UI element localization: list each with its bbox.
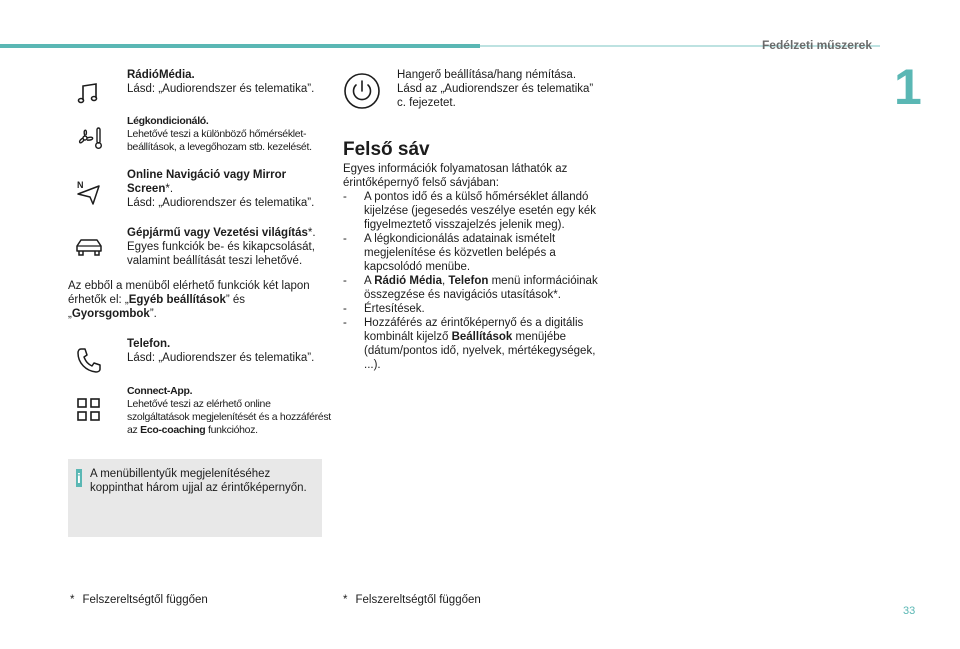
power-button-icon [343,72,381,110]
section-heading: Felső sáv [343,139,430,160]
climate-control-icon [74,123,104,153]
list-item: - A Rádió Média, Telefon menü információinak összegzése és navigációs utasítások*. [343,275,598,301]
list-item: - A légkondicionálás adatainak ismételt megjelenítése és közvetlen belépés a kapcsolódó menübe. [343,233,556,273]
footnote-left: * Felszereltségtől függően [70,594,208,606]
top-bar-description [343,162,608,372]
item-text: Egyes funkciók be- és kikapcsolását, valamint beállítását teszi lehetővé. [127,241,315,267]
item-title: Gépjármű vagy Vezetési világítás [127,227,308,239]
footnote-star: * [307,227,313,239]
power-item-text: Hangerő beállítása/hang némítása. Lásd az „Audiorendszer és telematika” c. fejezetet. [397,69,594,109]
item-title: Telefon. [127,338,171,350]
header-accent-bar [0,44,480,48]
apps-grid-icon [74,395,104,425]
music-note-icon [74,78,104,108]
section-title: Fedélzeti műszerek [761,38,872,52]
list-item: - Hozzáférés az érintőképernyő és a digitális kombinált kijelző Beállítások menüjébe (dátum/pontos idő, nyelvek, mértékegységek, ...). [343,317,596,371]
list-item: - A pontos idő és a külső hőmérséklet állandó kijelzése (jegesedés veszélye esetén egy kék figyelmeztető visszajelzés jelenik meg). [343,191,597,231]
phone-icon [74,345,104,375]
item-title: RádióMédia. [127,69,195,81]
menu-tabs-paragraph: Az ebből a menüből elérhető funkciók két lapon érhetők el: „Egyéb beállítások” és „Gyorsgombok”. [68,280,310,320]
info-icon: i [77,470,81,486]
info-note-text: A menübillentyűk megjelenítéséhez koppinthat három ujjal az érintőképernyőn. [90,468,307,494]
top-bar-list [343,190,608,372]
item-text: Lásd: „Audiorendszer és telematika”. [127,197,315,209]
svg-text:N: N [77,180,84,190]
item-text: Lásd: „Audiorendszer és telematika”. [127,352,315,364]
footnote-star: * [165,183,170,195]
list-item: - Értesítések. [343,303,425,315]
top-bar-intro: Egyes információk folyamatosan láthatók az érintőképernyő felső sávjában: [343,163,568,189]
tab-quick-buttons: Gyorsgombok [71,308,150,320]
tab-other-settings: Egyéb beállítások [128,294,226,306]
item-title: Légkondicionáló. [127,115,209,127]
navigation-arrow-icon [74,177,104,207]
eco-coaching-label: Eco-coaching [140,424,206,436]
page-number: 33 [903,605,916,617]
item-title: Online Navigáció vagy Mirror Screen [127,169,287,195]
item-text: Lehetővé teszi a különböző hőmérséklet-beállítások, a levegőhozam stb. kezelését. [127,128,312,153]
item-text: Lásd: „Audiorendszer és telematika”. [127,83,315,95]
info-note-box [68,459,322,537]
car-icon [74,232,104,262]
item-title: Connect-App. [127,385,193,397]
chapter-number: 1 [894,59,922,115]
footnote-right: * Felszereltségtől függően [343,594,481,606]
